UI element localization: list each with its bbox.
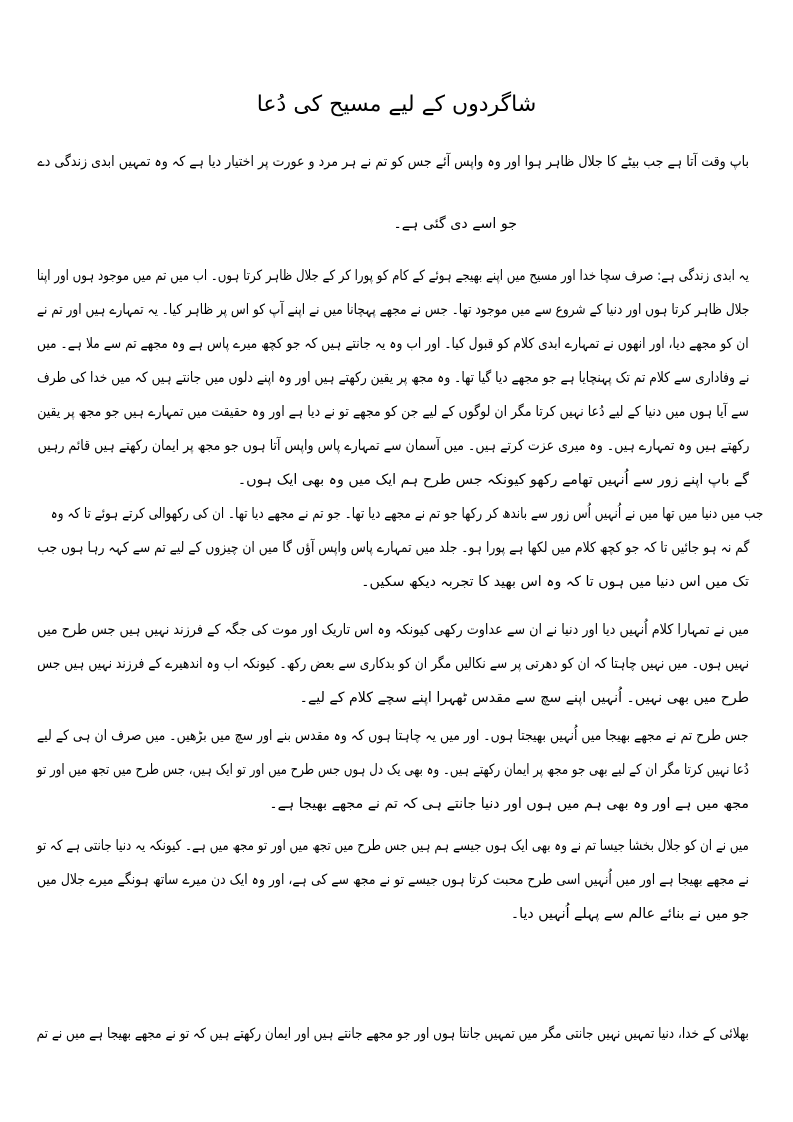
text-line: تک میں اس دنیا میں ہوں تا کہ وہ اس بھید کا تجربہ دیکھ سکیں۔	[361, 574, 749, 590]
text-line: طرح میں بھی نہیں۔ اُنہیں اپنے سچ سے مقدس ٹھہرا اپنے سچے کلام کے لیے۔	[299, 690, 749, 706]
text-line: نے وفاداری سے کلام تم تک پہنچایا ہے جو مجھے دیا گیا تھا۔ وہ مجھ پر یقین رکھتے ہیں اور وہ اپنے دلوں میں جانتے ہیں کہ میں خدا کی طرف	[36, 370, 749, 386]
text-line: گم نہ ہو جائیں تا کہ جو کچھ کلام میں لکھا ہے پورا ہو۔ جلد میں تمہارے پاس واپس آؤں گا میں ان چیزوں کے لیے تم سے کہہ رہا ہوں جب	[36, 540, 749, 556]
text-line: سے آیا ہوں میں دنیا کے لیے دُعا نہیں کرتا مگر ان لوگوں کے لیے جن کو مجھے تو نے دیا ہے اور وہ حقیقت میں تمہارے ہیں جو مجھ پر یقین	[37, 404, 749, 420]
text-line: جس طرح تم نے مجھے بھیجا میں اُنہیں بھیجتا ہوں۔ اور میں یہ چاہتا ہوں کہ وہ مقدس بنے اور سچ میں بڑھیں۔ میں صرف ان ہی کے لیے	[37, 728, 749, 744]
text-line: جو میں نے بنائے عالم سے پہلے اُنہیں دیا۔	[510, 906, 749, 922]
document-title: شاگردوں کے لیے مسیح کی دُعا	[256, 92, 537, 117]
text-line: جو اسے دی گئی ہے۔	[393, 216, 517, 232]
text-line: بھلائی کے خدا، دنیا تمہیں نہیں جانتی مگر میں تمہیں جانتا ہوں اور جو مجھے جانتے ہیں اور ایمان رکھتے ہیں کہ تو نے مجھے بھیجا ہے میں نے تم	[36, 1026, 749, 1042]
text-line: دُعا نہیں کرتا مگر ان کے لیے بھی جو مجھ پر ایمان رکھتے ہیں۔ وہ بھی یک دل ہوں جس طرح میں اور تو ایک ہیں، جس طرح میں تجھ میں اور تو	[36, 762, 749, 778]
text-line: ان کو مجھے دیا، اور انھوں نے تمہارے ابدی کلام کو قبول کیا۔ اور اب وہ یہ جانتے ہیں کہ جو کچھ میرے پاس ہے وہ مجھے تم سے ملا ہے۔ میں	[37, 336, 749, 352]
text-line: رکھتے ہیں وہ تمہارے ہیں۔ وہ میری عزت کرتے ہیں۔ میں آسمان سے تمہارے پاس واپس آتا ہوں جو مجھ پر ایمان رکھتے ہیں قائم رہیں	[37, 438, 749, 454]
text-line: نے مجھے بھیجا ہے اور میں اُنہیں اسی طرح محبت کرتا ہوں جیسے تو نے مجھ سے کی ہے، اور وہ ایک دن میرے ساتھ ہونگے میرے جلال میں	[36, 872, 749, 888]
text-line: میں نے تمہارا کلام اُنہیں دیا اور دنیا نے ان سے عداوت رکھی کیونکہ وہ اس تاریک اور موت کی جگہ کے فرزند نہیں ہیں جس طرح میں	[37, 622, 749, 638]
text-line: باپ وقت آتا ہے جب بیٹے کا جلال ظاہر ہوا اور وہ واپس آئے جس کو تم نے ہر مرد و عورت پر اختیار دیا ہے کہ وہ تمہیں ابدی زندگی دے	[37, 154, 749, 170]
text-line: مجھ میں ہے اور وہ بھی ہم میں ہوں اور دنیا جانتے ہی کہ تم نے مجھے بھیجا ہے۔	[269, 796, 749, 812]
text-line: جب میں دنیا میں تھا میں نے اُنہیں اُس زور سے باندھ کر رکھا جو تم نے مجھے دیا تھا۔ جو تم نے مجھے دیا تھا۔ ان کی رکھوالی کرتے ہوئے تا کہ وہ	[50, 506, 763, 522]
text-line: میں نے ان کو جلال بخشا جیسا تم نے وہ بھی ایک ہوں جیسے ہم ہیں جس طرح میں تجھ میں اور تو مجھ میں ہے۔ کیونکہ یہ دنیا جانتی ہے کہ تو	[36, 838, 749, 854]
text-line: یہ ابدی زندگی ہے: صرف سچا خدا اور مسیح میں اپنے بھیجے ہوئے کے کام کو پورا کر کے جلال ظاہر کرتا ہوں۔ اب میں تم میں موجود ہوں اور اپنا	[36, 268, 749, 284]
text-line: جلال ظاہر کرتا ہوں اور دنیا کے شروع سے میں موجود تھا۔ جس نے مجھے پہچانا میں نے اپنے آپ کو اس پر ظاہر کیا۔ یہ تمہارے ہیں اور تم نے	[36, 302, 749, 318]
text-line: گے باپ اپنے زور سے اُنہیں تھامے رکھو کیونکہ جس طرح ہم ایک میں وہ بھی ایک ہوں۔	[237, 472, 749, 488]
text-line: نہیں ہوں۔ میں نہیں چاہتا کہ ان کو دھرتی پر سے نکالیں مگر ان کو بدکاری سے بعض رکھ۔ کیونکہ اب وہ اندھیرے کے فرزند نہیں ہیں جس	[37, 656, 749, 672]
